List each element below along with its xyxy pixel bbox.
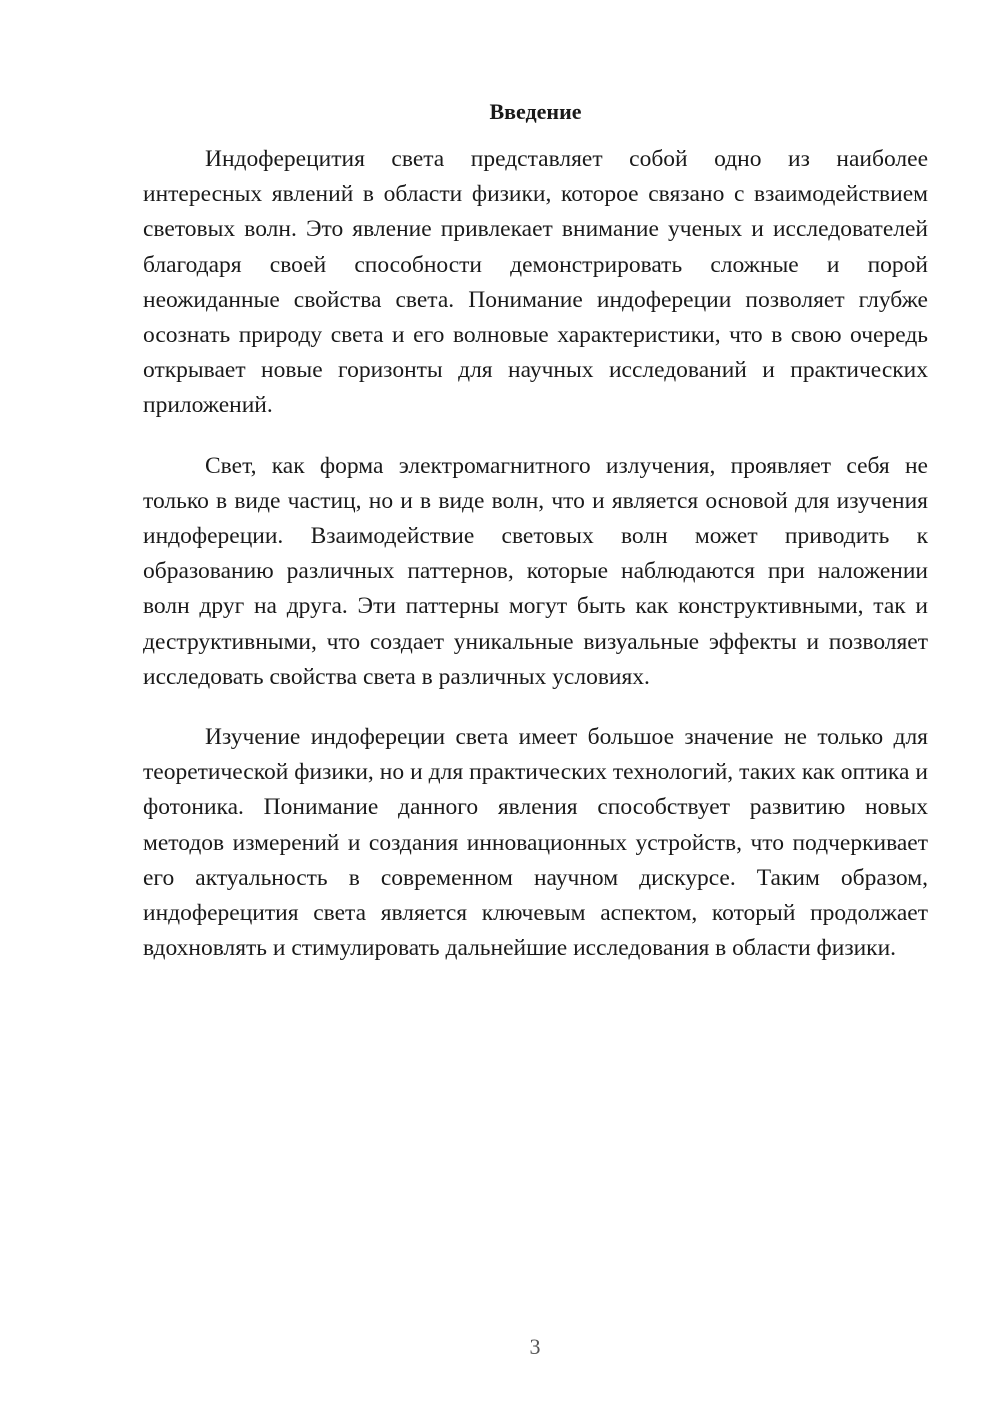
paragraph-1: Индоферецития света представляет собой одно из наиболее интересных явлений в области физики, которое связано с взаимодействием световых волн. Это явление привлекает внимание ученых и исследователей благодаря своей способности демонстрировать сложные и порой неожиданные свойства света. Понимание индофереции позволяет глубже осознать природу света и его волновые характеристики, что в свою очередь открывает новые горизонты для научных исследований и практических приложений. <box>143 146 928 419</box>
section-heading: Введение <box>489 99 582 124</box>
body-text <box>143 142 928 991</box>
paragraph-2: Свет, как форма электромагнитного излучения, проявляет себя не только в виде частиц, но и в виде волн, что и является основой для изучения индофереции. Взаимодействие световых волн может приводить к образованию различных паттернов, которые наблюдаются при наложении волн друг на друга. Эти паттерны могут быть как конструктивными, так и деструктивными, что создает уникальные визуальные эффекты и позволяет исследовать свойства света в различных условиях. <box>143 452 928 690</box>
paragraph-3: Изучение индофереции света имеет большое значение не только для теоретической физики, но и для практических технологий, таких как оптика и фотоника. Понимание данного явления способствует развитию новых методов измерений и создания инновационных устройств, что подчеркивает его актуальность в современном научном дискурсе. Таким образом, индоферецития света является ключевым аспектом, который продолжает вдохновлять и стимулировать дальнейшие исследования в области физики. <box>143 724 928 962</box>
page-number: 3 <box>529 1334 541 1359</box>
